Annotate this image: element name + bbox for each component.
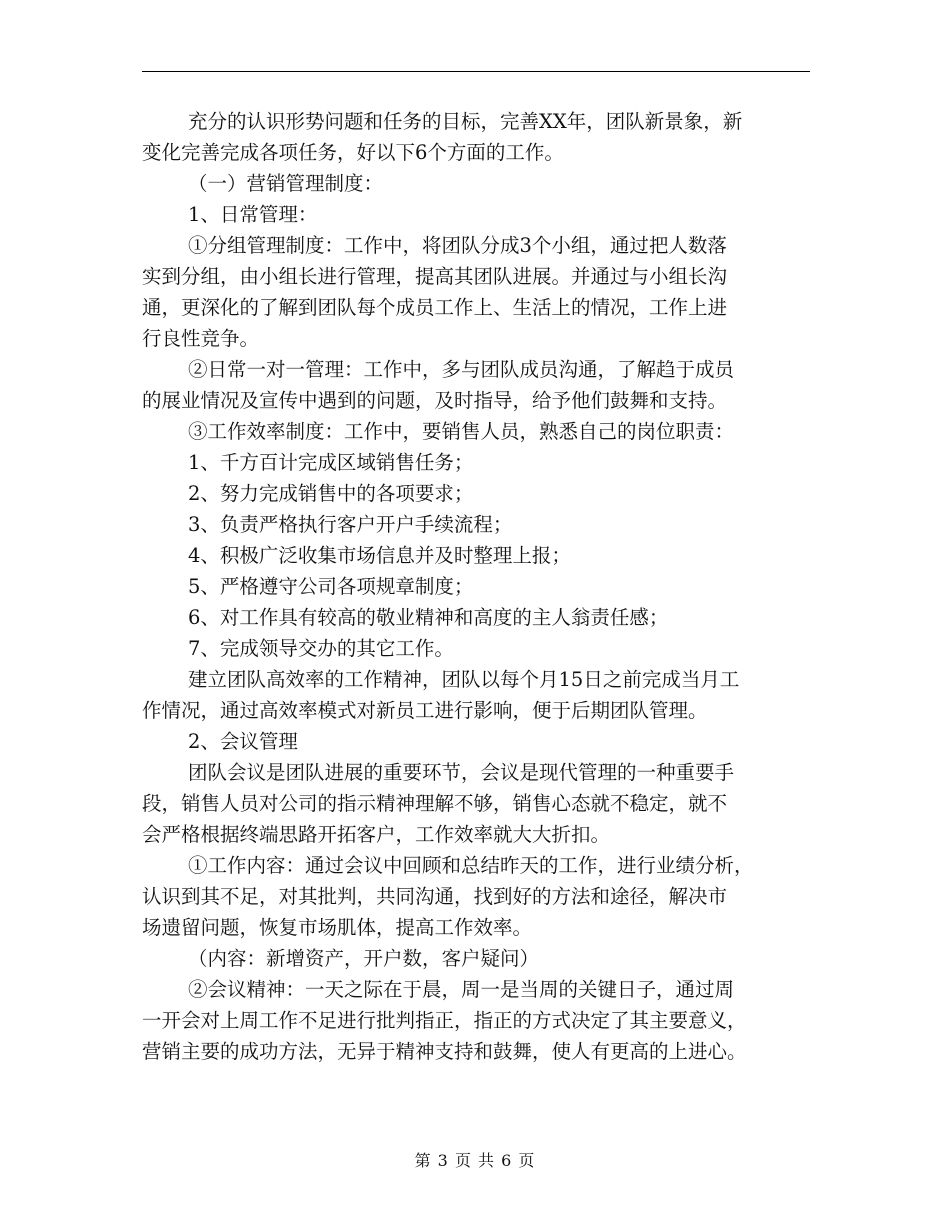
text-line: 通，更深化的了解到团队每个成员工作上、生活上的情况，工作上进: [142, 296, 728, 319]
text-line: 4、积极广泛收集市场信息并及时整理上报；: [188, 544, 571, 567]
text-line: 2、会议管理: [188, 730, 298, 753]
text-line: 行良性竞争。: [142, 327, 260, 350]
text-line: 2、努力完成销售中的各项要求；: [188, 482, 474, 505]
text-line: 作情况，通过高效率模式对新员工进行影响，便于后期团队管理。: [142, 699, 708, 722]
text-line: 的展业情况及宣传中遇到的问题，及时指导，给予他们鼓舞和支持。: [142, 389, 728, 412]
text-line: 认识到其不足，对其批判，共同沟通，找到好的方法和途径，解决市: [142, 885, 728, 908]
text-line: 场遗留问题，恢复市场肌体，提高工作效率。: [142, 916, 533, 939]
text-line: 会严格根据终端思路开拓客户，工作效率就大大折扣。: [142, 823, 611, 846]
body-text: [142, 106, 812, 1067]
text-line: 一开会对上周工作不足进行批判指正，指正的方式决定了其主要意义，: [142, 1009, 747, 1032]
text-line: （内容：新增资产，开户数，客户疑问）: [188, 947, 540, 970]
text-line: 6、对工作具有较高的敬业精神和高度的主人翁责任感；: [188, 606, 669, 629]
text-line: ③工作效率制度：工作中，要销售人员，熟悉自己的岗位职责：: [188, 420, 735, 443]
text-line: 营销主要的成功方法，无异于精神支持和鼓舞，使人有更高的上进心。: [142, 1040, 747, 1063]
text-line: （一）营销管理制度：: [188, 172, 384, 195]
text-line: ①分组管理制度：工作中，将团队分成3个小组，通过把人数落: [188, 234, 727, 257]
text-line: 1、日常管理：: [188, 203, 318, 226]
text-line: 实到分组，由小组长进行管理，提高其团队进展。并通过与小组长沟: [142, 265, 728, 288]
text-line: 段，销售人员对公司的指示精神理解不够，销售心态就不稳定，就不: [142, 792, 728, 815]
text-line: 3、负责严格执行客户开户手续流程；: [188, 513, 513, 536]
page-footer: 第 3 页 共 6 页: [414, 1151, 536, 1170]
header-rule: [142, 71, 810, 72]
text-line: 充分的认识形势问题和任务的目标，完善XX年，团队新景象，新: [188, 110, 743, 133]
text-line: ②会议精神：一天之际在于晨，周一是当周的关键日子，通过周: [188, 978, 735, 1001]
text-line: 7、完成领导交办的其它工作。: [188, 637, 454, 660]
text-line: 5、严格遵守公司各项规章制度；: [188, 575, 474, 598]
text-line: 团队会议是团队进展的重要环节，会议是现代管理的一种重要手: [188, 761, 735, 784]
text-line: ②日常一对一管理：工作中，多与团队成员沟通，了解趋于成员: [188, 358, 735, 381]
text-line: 建立团队高效率的工作精神，团队以每个月15日之前完成当月工: [188, 668, 740, 691]
text-line: 变化完善完成各项任务，好以下6个方面的工作。: [142, 141, 564, 164]
text-line: ①工作内容：通过会议中回顾和总结昨天的工作，进行业绩分析，: [188, 854, 754, 877]
text-line: 1、千方百计完成区域销售任务；: [188, 451, 474, 474]
